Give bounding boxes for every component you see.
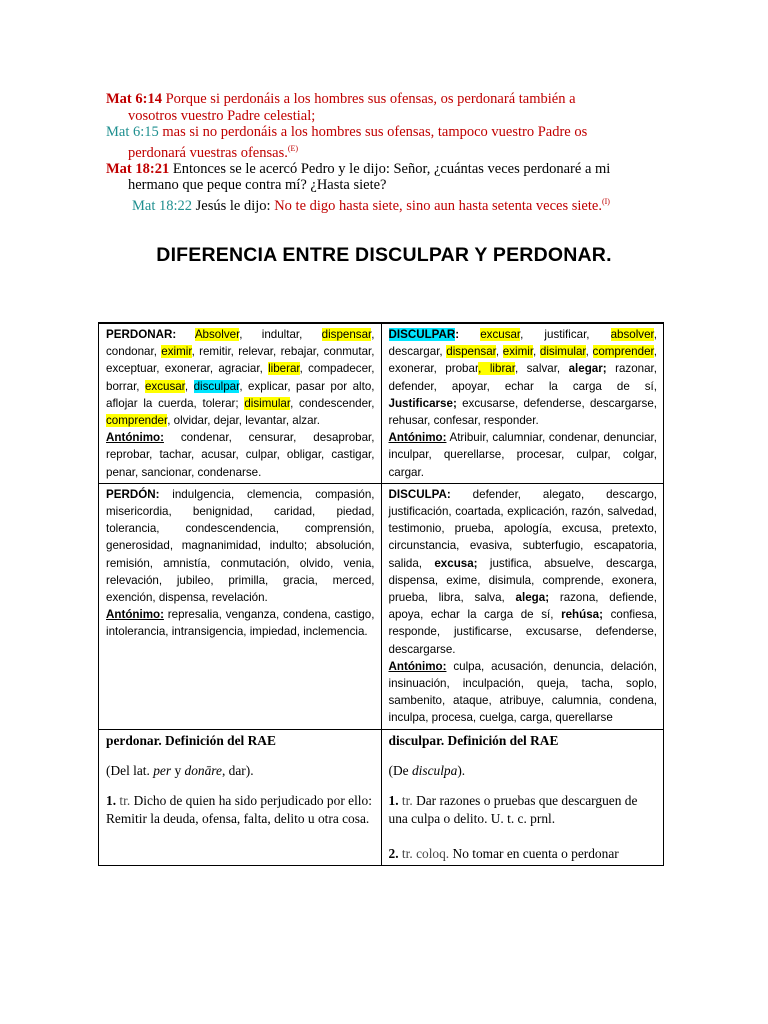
antonym-text: represalia, venganza, condena, castigo, intolerancia, intransigencia, impiedad, inclemencia.	[106, 608, 375, 639]
highlighted-word: dispensar	[321, 328, 372, 341]
table-row	[99, 323, 664, 483]
def-category: tr.	[119, 792, 131, 808]
highlighted-word: comprender	[106, 414, 168, 428]
cell-text: ,	[184, 379, 189, 393]
highlighted-word: dispensar	[446, 345, 496, 359]
heading-colon: :	[455, 328, 460, 341]
antonym-text: culpa, acusación, denuncia, delación, insinuación, inculpación, queja, tacha, soplo, sambenito, ataque, atribuye, calumnia, condena, inculpa, procesa, cuelga, carga, querellarse	[388, 659, 657, 725]
rae-definition	[389, 792, 658, 828]
def-number: 1.	[388, 792, 399, 808]
bold-word: excusa;	[434, 556, 478, 570]
cell-text: razonar, defender, apoyar, echar la carga de sí,	[388, 362, 657, 393]
rae-definition	[106, 792, 375, 828]
etym-text: (Del lat.	[106, 762, 150, 778]
verse-text: mas si no perdonáis a los hombres sus ofensas, tampoco vuestro Padre os	[162, 124, 588, 140]
cell-text: ,	[533, 345, 537, 359]
highlighted-word: , librar	[478, 362, 515, 376]
cell-text: confiesa, responde, justificarse, excusarse, defenderse, descargarse.	[388, 608, 657, 656]
cell-text: , salvar,	[514, 362, 561, 376]
verse-ref: Mat 18:21	[106, 160, 170, 177]
antonym-label: Antónimo:	[106, 431, 164, 445]
bold-word: alega;	[515, 591, 550, 605]
cell-rae-perdonar	[99, 729, 382, 865]
footnote-marker: (I)	[601, 196, 610, 206]
highlighted-word: excusar	[144, 379, 185, 393]
cell-text: ,	[585, 345, 589, 359]
def-category: tr.	[401, 845, 413, 861]
cell-perdon	[99, 483, 382, 729]
def-text: Dar razones o pruebas que descarguen de una culpa o delito. U. t. c. prnl.	[388, 792, 638, 826]
cell-text: , condonar,	[106, 328, 375, 359]
antonym-label: Antónimo:	[106, 608, 164, 622]
footnote-marker: (E)	[287, 143, 299, 153]
cell-text: razona, defiende, apoya, echar la carga de sí,	[388, 591, 657, 622]
cell-rae-disculpar	[381, 729, 664, 865]
cell-text: , remitir, relevar, rebajar, conmutar, exceptuar, exonerar, agraciar,	[106, 345, 375, 376]
cell-disculpar	[381, 323, 664, 483]
verse-text-end: perdonará vuestras ofensas.	[128, 144, 288, 161]
verse-text-cont	[106, 141, 666, 161]
highlighted-word: Absolver	[194, 328, 240, 341]
etym-text: ).	[457, 762, 466, 778]
antonym-label: Antónimo:	[388, 431, 447, 445]
verse-ref: Mat 6:14	[106, 91, 162, 107]
verse-text: Entonces se le acercó Pedro y le dijo: Señor, ¿cuántas veces perdonaré a mi	[172, 160, 611, 177]
bold-word: alegar;	[568, 362, 607, 376]
bible-verses	[106, 91, 666, 214]
highlighted-word: excusar	[480, 328, 521, 341]
comparison-table	[98, 322, 664, 866]
cell-text: defender, alegato, descargo, justificación, coartada, explicación, razón, salvedad, testimonio, prueba, apología, excusa, pretexto, circunstancia, evasiva, subterfugio, escapatoria, salida,	[388, 487, 657, 570]
def-category: tr.	[401, 792, 413, 808]
cell-text: , exonerar, probar	[388, 345, 657, 376]
rae-definition	[389, 845, 658, 863]
etym-text: , dar).	[221, 762, 254, 778]
def-number: 1.	[106, 792, 117, 808]
cell-text: , explicar, pasar por alto, aflojar la cuerda, tolerar;	[106, 379, 375, 410]
def-text: Dicho de quien ha sido perjudicado por ello: Remitir la deuda, ofensa, falta, delito u otra cosa.	[106, 792, 372, 826]
rae-heading: disculpar. Definición del RAE	[388, 732, 559, 748]
verse-mat-18-22	[106, 194, 666, 214]
cell-text: ,	[495, 345, 500, 359]
table-row	[99, 483, 664, 729]
highlighted-word: liberar	[268, 362, 300, 376]
cell-text: , justificar,	[520, 328, 590, 341]
cell-text: , compadecer, borrar,	[106, 362, 375, 393]
rae-etymology	[389, 762, 658, 780]
etym-word: per	[153, 762, 172, 778]
cell-text: , condescender,	[290, 396, 375, 410]
cell-text: , descargar,	[388, 328, 657, 359]
term-heading: PERDONAR:	[106, 328, 177, 341]
verse-mat-6-14	[106, 91, 666, 124]
highlighted-word: disimular	[244, 396, 291, 410]
highlighted-word: disimular	[539, 345, 586, 359]
cell-text: indulgencia, clemencia, compasión, misericordia, benignidad, caridad, piedad, tolerancia, condescendencia, comprensión, generosidad, magnanimidad, indulto; absolución, remisión, amnistía, conmutación, olvido, venia, relevación, jubileo, primilla, gracia, merced, exención, dispensa, revelación.	[106, 487, 375, 605]
rae-etymology	[106, 762, 375, 780]
cell-perdonar	[99, 323, 382, 483]
term-heading: PERDÓN:	[106, 487, 160, 501]
bold-word: Justificarse;	[388, 396, 457, 410]
cell-text: , indultar,	[239, 328, 303, 341]
bold-word: rehúsa;	[561, 608, 603, 622]
def-register: coloq.	[416, 845, 450, 861]
verse-ref: Mat 18:22	[132, 197, 193, 214]
antonym-text: Atribuir, calumniar, condenar, denunciar, inculpar, querellarse, procesar, culpar, colgar, cargar.	[388, 431, 657, 479]
def-number: 2.	[388, 845, 399, 861]
etym-word: donāre	[184, 762, 222, 778]
term-heading: DISCULPA:	[388, 487, 451, 501]
etym-word: disculpa	[411, 762, 458, 778]
verse-intro: Jesús le dijo:	[195, 197, 271, 214]
verse-ref: Mat 6:15	[106, 124, 159, 140]
antonym-label: Antónimo:	[388, 659, 447, 673]
etym-text: y	[174, 762, 182, 778]
page-title: DIFERENCIA ENTRE DISCULPAR Y PERDONAR.	[156, 244, 612, 266]
antonym-text: condenar, censurar, desaprobar, reprobar, tachar, acusar, culpar, obligar, castigar, penar, sancionar, condenarse.	[106, 431, 375, 479]
rae-heading: perdonar. Definición del RAE	[106, 732, 276, 748]
highlighted-word: eximir	[161, 345, 192, 359]
cell-text: excusarse, defenderse, descargarse, rehusar, confesar, responder.	[388, 396, 657, 428]
highlighted-word-cyan: disculpar	[193, 379, 240, 393]
highlighted-word: eximir	[502, 345, 534, 359]
cell-disculpa	[381, 483, 664, 729]
verse-mat-6-15	[106, 124, 666, 161]
verse-text: Porque si perdonáis a los hombres sus ofensas, os perdonará también a	[165, 91, 576, 107]
verse-text-cont: hermano que peque contra mí? ¿Hasta siete?	[128, 177, 387, 194]
verse-mat-18-21	[106, 161, 666, 194]
highlighted-word: absolver	[610, 328, 654, 341]
highlighted-word: comprender	[592, 345, 654, 359]
etym-text: (De	[388, 762, 409, 778]
def-text: No tomar en cuenta o perdonar	[452, 845, 619, 861]
verse-text-cont: vosotros vuestro Padre celestial;	[128, 107, 316, 124]
cell-text: justifica, absuelve, descarga, dispensa, exime, disimula, comprende, exonera, prueba, libra, salva,	[388, 556, 657, 605]
term-heading: DISCULPAR	[388, 328, 456, 341]
table-row	[99, 729, 664, 865]
verse-quote: No te digo hasta siete, sino aun hasta setenta veces siete.	[274, 197, 602, 214]
cell-text: , olvidar, dejar, levantar, alzar.	[167, 414, 320, 428]
